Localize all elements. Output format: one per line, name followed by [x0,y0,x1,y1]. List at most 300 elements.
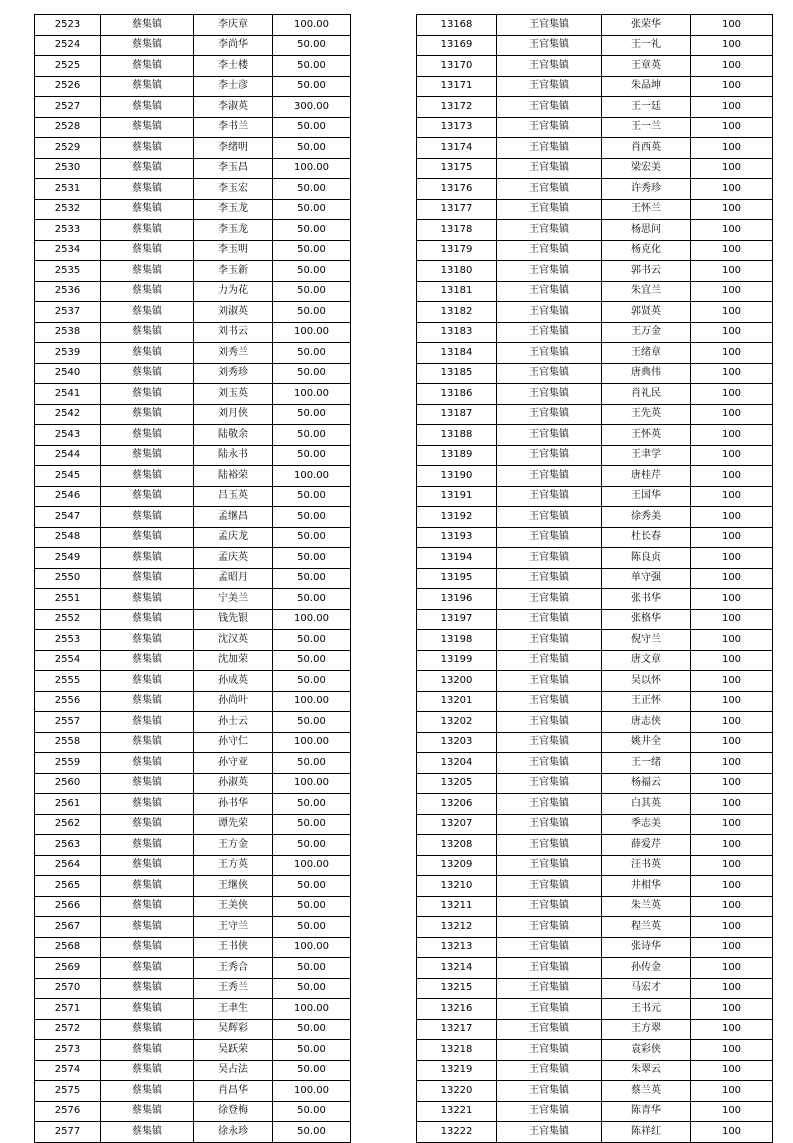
table-row [35,855,351,876]
town-cell: 王官集镇 [497,384,602,405]
amount-cell: 50.00 [273,507,351,528]
table-row [35,1060,351,1081]
town-cell: 王官集镇 [497,855,602,876]
amount-cell: 100 [691,978,773,999]
town-cell: 蔡集镇 [101,999,194,1020]
serial-number-cell: 13210 [417,876,497,897]
serial-number-cell: 13191 [417,486,497,507]
town-cell: 王官集镇 [497,1060,602,1081]
table-row [417,527,773,548]
name-cell: 陈祥红 [602,1122,691,1143]
serial-number-cell: 2565 [35,876,101,897]
name-cell: 朱宜兰 [602,281,691,302]
name-cell: 刘秀珍 [194,363,273,384]
amount-cell: 100 [691,117,773,138]
serial-number-cell: 2564 [35,855,101,876]
serial-number-cell: 13170 [417,56,497,77]
table-row [417,876,773,897]
town-cell: 王官集镇 [497,958,602,979]
table-row [417,896,773,917]
name-cell: 王先英 [602,404,691,425]
amount-cell: 100 [691,999,773,1020]
serial-number-cell: 2559 [35,753,101,774]
town-cell: 蔡集镇 [101,732,194,753]
name-cell: 孙成英 [194,671,273,692]
serial-number-cell: 13182 [417,302,497,323]
amount-cell: 100.00 [273,855,351,876]
table-row [417,630,773,651]
amount-cell: 50.00 [273,199,351,220]
amount-cell: 100 [691,630,773,651]
table-row [417,568,773,589]
serial-number-cell: 2534 [35,240,101,261]
amount-cell: 100.00 [273,691,351,712]
town-cell: 蔡集镇 [101,855,194,876]
table-row [35,896,351,917]
name-cell: 李士彦 [194,76,273,97]
amount-cell: 100 [691,1040,773,1061]
table-row [417,1040,773,1061]
amount-cell: 100.00 [273,609,351,630]
town-cell: 蔡集镇 [101,445,194,466]
amount-cell: 100.00 [273,999,351,1020]
serial-number-cell: 2560 [35,773,101,794]
serial-number-cell: 2541 [35,384,101,405]
name-cell: 杨福云 [602,773,691,794]
amount-cell: 100 [691,240,773,261]
name-cell: 陈青华 [602,1101,691,1122]
serial-number-cell: 2543 [35,425,101,446]
serial-number-cell: 13211 [417,896,497,917]
table-row [35,732,351,753]
serial-number-cell: 2569 [35,958,101,979]
town-cell: 蔡集镇 [101,507,194,528]
name-cell: 王美侠 [194,896,273,917]
name-cell: 李玉龙 [194,199,273,220]
table-row [35,691,351,712]
table-row [35,548,351,569]
town-cell: 王官集镇 [497,322,602,343]
amount-cell: 100 [691,671,773,692]
name-cell: 王书元 [602,999,691,1020]
serial-number-cell: 2535 [35,261,101,282]
name-cell: 王章英 [602,56,691,77]
town-cell: 蔡集镇 [101,363,194,384]
amount-cell: 50.00 [273,835,351,856]
table-row [35,384,351,405]
table-row [35,937,351,958]
town-cell: 蔡集镇 [101,384,194,405]
amount-cell: 50.00 [273,343,351,364]
amount-cell: 100 [691,384,773,405]
amount-cell: 100 [691,445,773,466]
table-row [35,302,351,323]
amount-cell: 100 [691,466,773,487]
name-cell: 王怀兰 [602,199,691,220]
name-cell: 王方金 [194,835,273,856]
name-cell: 力为花 [194,281,273,302]
serial-number-cell: 13208 [417,835,497,856]
table-row [417,937,773,958]
table-row [417,753,773,774]
serial-number-cell: 2536 [35,281,101,302]
amount-cell: 100 [691,199,773,220]
name-cell: 王一廷 [602,97,691,118]
town-cell: 蔡集镇 [101,1060,194,1081]
town-cell: 王官集镇 [497,343,602,364]
town-cell: 蔡集镇 [101,220,194,241]
town-cell: 王官集镇 [497,712,602,733]
serial-number-cell: 2533 [35,220,101,241]
name-cell: 马宏才 [602,978,691,999]
amount-cell: 100 [691,363,773,384]
serial-number-cell: 2545 [35,466,101,487]
serial-number-cell: 2558 [35,732,101,753]
name-cell: 陆永书 [194,445,273,466]
name-cell: 吴辉彩 [194,1019,273,1040]
serial-number-cell: 2552 [35,609,101,630]
table-row [417,76,773,97]
serial-number-cell: 2562 [35,814,101,835]
name-cell: 张格华 [602,609,691,630]
name-cell: 孙士云 [194,712,273,733]
table-row [35,671,351,692]
serial-number-cell: 2577 [35,1122,101,1143]
name-cell: 唐文章 [602,650,691,671]
serial-number-cell: 13219 [417,1060,497,1081]
name-cell: 吴占法 [194,1060,273,1081]
table-row [35,609,351,630]
town-cell: 蔡集镇 [101,937,194,958]
table-row [35,56,351,77]
town-cell: 王官集镇 [497,1081,602,1102]
table-row [35,1081,351,1102]
table-row [35,1101,351,1122]
serial-number-cell: 13169 [417,35,497,56]
amount-cell: 50.00 [273,1040,351,1061]
amount-cell: 100 [691,220,773,241]
name-cell: 姚井全 [602,732,691,753]
table-row [35,814,351,835]
name-cell: 梁宏美 [602,158,691,179]
town-cell: 王官集镇 [497,753,602,774]
serial-number-cell: 2529 [35,138,101,159]
name-cell: 王绪章 [602,343,691,364]
amount-cell: 100 [691,1060,773,1081]
town-cell: 蔡集镇 [101,1019,194,1040]
town-cell: 王官集镇 [497,876,602,897]
name-cell: 李玉新 [194,261,273,282]
table-row [417,958,773,979]
town-cell: 王官集镇 [497,568,602,589]
serial-number-cell: 2549 [35,548,101,569]
name-cell: 郭书云 [602,261,691,282]
serial-number-cell: 2542 [35,404,101,425]
town-cell: 王官集镇 [497,445,602,466]
table-row [35,876,351,897]
amount-cell: 50.00 [273,568,351,589]
town-cell: 王官集镇 [497,15,602,36]
serial-number-cell: 2539 [35,343,101,364]
amount-cell: 100 [691,138,773,159]
amount-cell: 100 [691,609,773,630]
table-row [35,978,351,999]
amount-cell: 50.00 [273,486,351,507]
serial-number-cell: 2556 [35,691,101,712]
amount-cell: 100 [691,568,773,589]
amount-cell: 100 [691,773,773,794]
name-cell: 汪书英 [602,855,691,876]
amount-cell: 100 [691,1019,773,1040]
name-cell: 李玉明 [194,240,273,261]
serial-number-cell: 2525 [35,56,101,77]
amount-cell: 100 [691,917,773,938]
town-cell: 蔡集镇 [101,322,194,343]
table-row [35,158,351,179]
town-cell: 蔡集镇 [101,1101,194,1122]
table-row [417,117,773,138]
name-cell: 徐登梅 [194,1101,273,1122]
name-cell: 宁美兰 [194,589,273,610]
table-row [417,589,773,610]
table-row [417,548,773,569]
name-cell: 王方翠 [602,1019,691,1040]
amount-cell: 50.00 [273,896,351,917]
town-cell: 蔡集镇 [101,958,194,979]
town-cell: 王官集镇 [497,814,602,835]
town-cell: 蔡集镇 [101,978,194,999]
amount-cell: 100 [691,56,773,77]
name-cell: 王一礼 [602,35,691,56]
town-cell: 蔡集镇 [101,76,194,97]
amount-cell: 100 [691,814,773,835]
amount-cell: 100 [691,404,773,425]
town-cell: 王官集镇 [497,794,602,815]
table-row [35,97,351,118]
table-row [35,753,351,774]
name-cell: 沈加荣 [194,650,273,671]
table-row [35,220,351,241]
table-row [35,35,351,56]
table-row [417,835,773,856]
serial-number-cell: 2571 [35,999,101,1020]
name-cell: 王一兰 [602,117,691,138]
amount-cell: 100 [691,15,773,36]
town-cell: 王官集镇 [497,117,602,138]
town-cell: 王官集镇 [497,1122,602,1143]
serial-number-cell: 13180 [417,261,497,282]
serial-number-cell: 2555 [35,671,101,692]
town-cell: 王官集镇 [497,650,602,671]
town-cell: 王官集镇 [497,158,602,179]
table-row [417,917,773,938]
name-cell: 谭先荣 [194,814,273,835]
serial-number-cell: 13207 [417,814,497,835]
serial-number-cell: 2567 [35,917,101,938]
amount-cell: 100 [691,650,773,671]
name-cell: 倪守兰 [602,630,691,651]
table-row [417,322,773,343]
amount-cell: 50.00 [273,220,351,241]
serial-number-cell: 13187 [417,404,497,425]
town-cell: 王官集镇 [497,220,602,241]
amount-cell: 100.00 [273,773,351,794]
town-cell: 王官集镇 [497,773,602,794]
name-cell: 王万金 [602,322,691,343]
name-cell: 李玉昌 [194,158,273,179]
amount-cell: 100.00 [273,1081,351,1102]
town-cell: 蔡集镇 [101,56,194,77]
town-cell: 王官集镇 [497,671,602,692]
name-cell: 袁彩侠 [602,1040,691,1061]
serial-number-cell: 13188 [417,425,497,446]
amount-cell: 100 [691,322,773,343]
name-cell: 王继侠 [194,876,273,897]
table-row [417,978,773,999]
town-cell: 蔡集镇 [101,261,194,282]
table-row [35,1040,351,1061]
amount-cell: 100 [691,691,773,712]
amount-cell: 50.00 [273,1019,351,1040]
town-cell: 王官集镇 [497,179,602,200]
table-row [417,691,773,712]
serial-number-cell: 2554 [35,650,101,671]
name-cell: 王守兰 [194,917,273,938]
serial-number-cell: 13222 [417,1122,497,1143]
name-cell: 王方英 [194,855,273,876]
amount-cell: 50.00 [273,425,351,446]
serial-number-cell: 13178 [417,220,497,241]
table-row [35,466,351,487]
town-cell: 蔡集镇 [101,630,194,651]
town-cell: 王官集镇 [497,630,602,651]
name-cell: 刘淑英 [194,302,273,323]
table-row [417,1060,773,1081]
serial-number-cell: 2575 [35,1081,101,1102]
name-cell: 王国华 [602,486,691,507]
table-row [417,1122,773,1143]
amount-cell: 50.00 [273,1101,351,1122]
town-cell: 蔡集镇 [101,281,194,302]
name-cell: 徐永珍 [194,1122,273,1143]
name-cell: 季志美 [602,814,691,835]
serial-number-cell: 13176 [417,179,497,200]
town-cell: 蔡集镇 [101,486,194,507]
amount-cell: 50.00 [273,76,351,97]
amount-cell: 100 [691,302,773,323]
serial-number-cell: 13199 [417,650,497,671]
table-row [417,56,773,77]
town-cell: 王官集镇 [497,466,602,487]
table-row [35,1019,351,1040]
amount-cell: 50.00 [273,712,351,733]
serial-number-cell: 2544 [35,445,101,466]
right-table [416,14,773,1143]
amount-cell: 100.00 [273,937,351,958]
serial-number-cell: 13221 [417,1101,497,1122]
town-cell: 蔡集镇 [101,589,194,610]
town-cell: 王官集镇 [497,425,602,446]
amount-cell: 50.00 [273,35,351,56]
amount-cell: 50.00 [273,302,351,323]
amount-cell: 100.00 [273,732,351,753]
serial-number-cell: 13200 [417,671,497,692]
town-cell: 王官集镇 [497,35,602,56]
serial-number-cell: 2528 [35,117,101,138]
serial-number-cell: 13181 [417,281,497,302]
name-cell: 孙书华 [194,794,273,815]
name-cell: 肖礼民 [602,384,691,405]
name-cell: 井相华 [602,876,691,897]
town-cell: 王官集镇 [497,138,602,159]
name-cell: 徐秀美 [602,507,691,528]
table-row [35,958,351,979]
amount-cell: 50.00 [273,179,351,200]
table-row [35,281,351,302]
table-row [35,445,351,466]
table-row [417,302,773,323]
amount-cell: 50.00 [273,589,351,610]
name-cell: 朱品坤 [602,76,691,97]
town-cell: 蔡集镇 [101,138,194,159]
serial-number-cell: 2547 [35,507,101,528]
serial-number-cell: 2527 [35,97,101,118]
amount-cell: 50.00 [273,404,351,425]
amount-cell: 100 [691,589,773,610]
table-row [35,363,351,384]
amount-cell: 100 [691,507,773,528]
name-cell: 陈良贞 [602,548,691,569]
table-row [35,650,351,671]
table-row [417,138,773,159]
serial-number-cell: 2557 [35,712,101,733]
amount-cell: 100 [691,937,773,958]
serial-number-cell: 13185 [417,363,497,384]
serial-number-cell: 13186 [417,384,497,405]
name-cell: 孟昭月 [194,568,273,589]
town-cell: 王官集镇 [497,527,602,548]
table-row [35,404,351,425]
town-cell: 王官集镇 [497,1019,602,1040]
serial-number-cell: 13218 [417,1040,497,1061]
serial-number-cell: 13193 [417,527,497,548]
amount-cell: 50.00 [273,794,351,815]
name-cell: 蔡兰英 [602,1081,691,1102]
serial-number-cell: 2570 [35,978,101,999]
town-cell: 蔡集镇 [101,343,194,364]
town-cell: 蔡集镇 [101,1040,194,1061]
serial-number-cell: 13204 [417,753,497,774]
name-cell: 王聿学 [602,445,691,466]
amount-cell: 100 [691,1081,773,1102]
table-row [417,425,773,446]
table-row [35,117,351,138]
table-row [35,794,351,815]
serial-number-cell: 13214 [417,958,497,979]
name-cell: 孟庆龙 [194,527,273,548]
name-cell: 李士楼 [194,56,273,77]
table-row [35,15,351,36]
amount-cell: 100 [691,958,773,979]
town-cell: 蔡集镇 [101,650,194,671]
amount-cell: 50.00 [273,445,351,466]
table-row [35,917,351,938]
serial-number-cell: 2551 [35,589,101,610]
amount-cell: 50.00 [273,1060,351,1081]
town-cell: 王官集镇 [497,732,602,753]
serial-number-cell: 13192 [417,507,497,528]
table-row [35,343,351,364]
